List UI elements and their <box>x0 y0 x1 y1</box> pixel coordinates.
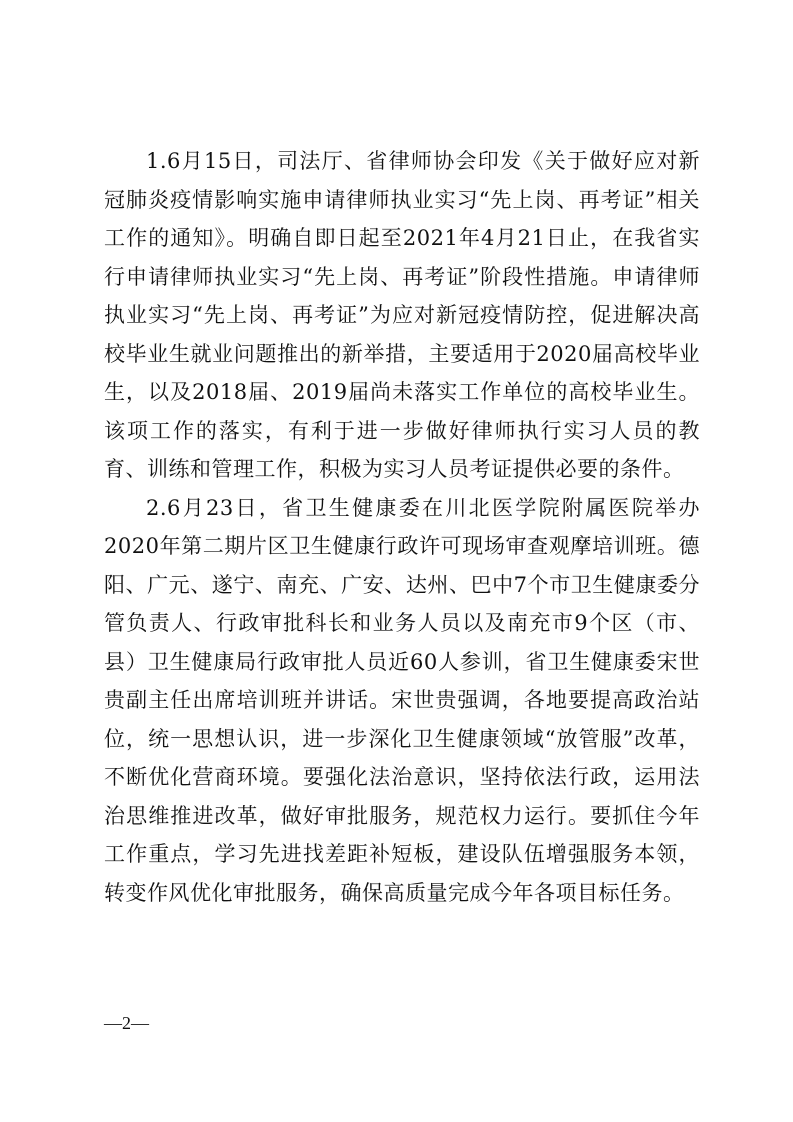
paragraph-1: 1.6月15日，司法厅、省律师协会印发《关于做好应对新冠肺炎疫情影响实施申请律师执业实习“先上岗、再考证”相关工作的通知》。明确自即日起至2021年4月21日止，在我省实行申请律师执业实习“先上岗、再考证”阶段性措施。申请律师执业实习“先上岗、再考证”为应对新冠疫情防控，促进解决高校毕业生就业问题推出的新举措，主要适用于2020届高校毕业生，以及2018届、2019届尚未落实工作单位的高校毕业生。该项工作的落实，有利于进一步做好律师执行实习人员的教育、训练和管理工作，积极为实习人员考证提供必要的条件。 <box>104 149 700 481</box>
document-body <box>104 142 700 912</box>
paragraph-2: 2.6月23日，省卫生健康委在川北医学院附属医院举办2020年第二期片区卫生健康行政许可现场审查观摩培训班。德阳、广元、遂宁、南充、广安、达州、巴中7个市卫生健康委分管负责人、行政审批科长和业务人员以及南充市9个区（市、县）卫生健康局行政审批人员近60人参训，省卫生健康委宋世贵副主任出席培训班并讲话。宋世贵强调，各地要提高政治站位，统一思想认识，进一步深化卫生健康领域“放管服”改革，不断优化营商环境。要强化法治意识，坚持依法行政，运用法治思维推进改革，做好审批服务，规范权力运行。要抓住今年工作重点，学习先进找差距补短板，建设队伍增强服务本领，转变作风优化审批服务，确保高质量完成今年各项目标任务。 <box>104 495 700 905</box>
page-number: —2— <box>104 1013 149 1033</box>
